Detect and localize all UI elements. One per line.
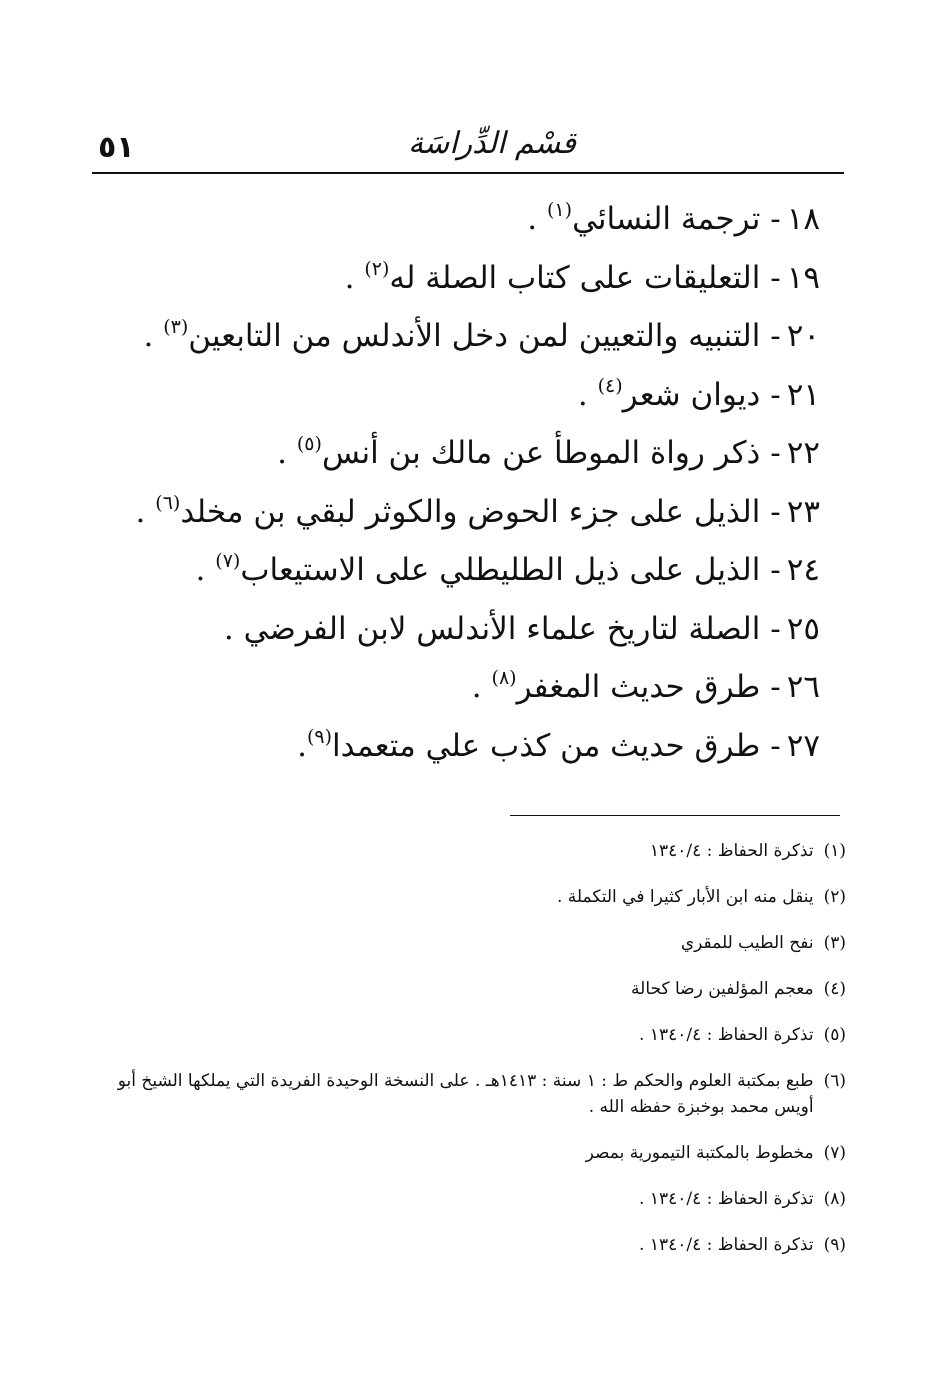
- header-divider: [92, 172, 844, 174]
- item-number: ١٩: [786, 259, 820, 296]
- footnote-ref[interactable]: (٨): [491, 667, 517, 689]
- footnote-ref[interactable]: (٤): [597, 374, 623, 397]
- page-header: [92, 120, 844, 172]
- footnote: [80, 976, 846, 1002]
- list-item: ٢٤- الذيل على ذيل الطليطلي على الاستيعاب$^{(٧)}$ .: [195, 550, 820, 588]
- item-end: .: [143, 318, 164, 354]
- footnote: [80, 884, 846, 910]
- footnote-text: تذكرة الحفاظ : ١٣٤٠/٤ .: [639, 1235, 814, 1255]
- footnote: [80, 1068, 846, 1120]
- item-text: ترجمة النسائي: [572, 201, 761, 237]
- item-text: التعليقات على كتاب الصلة له: [389, 259, 761, 296]
- item-text: ذكر رواة الموطأ عن مالك بن أنس: [321, 435, 761, 471]
- footnote-marker: (٦): [823, 1071, 846, 1091]
- item-number: ٢٣: [786, 493, 820, 530]
- footnote-ref[interactable]: (٢): [364, 257, 390, 280]
- item-number: ٢١: [786, 376, 820, 413]
- list-item: ٢٧- طرق حديث من كذب علي متعمدا$^{(٩)}$.: [297, 725, 820, 764]
- list-item: ٢٦- طرق حديث المغفر$^{(٨)}$ .: [471, 667, 820, 705]
- footnote-ref[interactable]: (٩): [306, 725, 332, 748]
- footnote-divider: [510, 815, 840, 816]
- footnote-text: ينقل منه ابن الأبار كثيرا في التكملة .: [556, 887, 814, 907]
- list-item: ٢٠- التنبيه والتعيين لمن دخل الأندلس من التابعين$^{(٣)}$ .: [143, 316, 820, 354]
- footnotes: [80, 838, 846, 1278]
- footnote-text: طبع بمكتبة العلوم والحكم ط : ١ سنة : ١٤١٣هـ . على النسخة الوحيدة الفريدة التي يملكها الشيخ أبو أويس محمد بوخبزة حفظه الله .: [117, 1071, 814, 1117]
- item-number: ٢٧: [786, 727, 820, 764]
- item-text: طرق حديث من كذب علي متعمدا: [332, 727, 761, 764]
- item-text: الذيل على ذيل الطليطلي على الاستيعاب: [240, 552, 761, 588]
- item-end: .: [577, 376, 598, 413]
- item-text: الذيل على جزء الحوض والكوثر لبقي بن مخلد: [180, 493, 761, 530]
- running-title: قسْم الدِّراسَة: [408, 126, 576, 161]
- works-list: [120, 190, 820, 775]
- item-number: ٢٦: [786, 669, 820, 705]
- item-number: ٢٥: [786, 610, 820, 647]
- item-text: التنبيه والتعيين لمن دخل الأندلس من التابعين: [188, 318, 761, 354]
- item-number: ٢٤: [786, 552, 820, 588]
- item-end: .: [135, 493, 156, 530]
- item-end: .: [297, 727, 307, 764]
- footnote-marker: (٧): [823, 1143, 846, 1163]
- list-item: ١٩- التعليقات على كتاب الصلة له$^{(٢)}$ .: [344, 257, 820, 296]
- item-text: ديوان شعر: [622, 376, 761, 413]
- list-item: ٢٢- ذكر رواة الموطأ عن مالك بن أنس$^{(٥)}$ .: [277, 433, 820, 471]
- list-item: ١٨- ترجمة النسائي$^{(١)}$ .: [527, 199, 820, 237]
- list-item: ٢١- ديوان شعر$^{(٤)}$ .: [577, 374, 820, 413]
- item-end: .: [195, 552, 216, 588]
- footnote: [80, 838, 846, 864]
- list-item: ٢٥- الصلة لتاريخ علماء الأندلس لابن الفرضي .: [223, 610, 820, 647]
- item-number: ٢٠: [786, 318, 820, 354]
- item-end: .: [471, 669, 492, 705]
- footnote-ref[interactable]: (٥): [296, 433, 322, 455]
- item-text: طرق حديث المغفر: [516, 669, 761, 705]
- footnote: [80, 1140, 846, 1166]
- footnote-marker: (١): [823, 841, 846, 861]
- item-text: الصلة لتاريخ علماء الأندلس لابن الفرضي .: [223, 610, 761, 647]
- footnote-ref[interactable]: (٦): [155, 491, 181, 514]
- item-number: ٢٢: [786, 435, 820, 471]
- page-number: ٥١: [98, 130, 135, 165]
- footnote-ref[interactable]: (٣): [163, 316, 189, 338]
- item-end: .: [344, 259, 365, 296]
- footnote-ref[interactable]: (٧): [215, 550, 241, 572]
- item-end: .: [277, 435, 297, 471]
- footnote-marker: (٨): [823, 1189, 846, 1209]
- footnote-text: نفح الطيب للمقري: [680, 933, 814, 953]
- footnote-ref[interactable]: (١): [547, 199, 573, 221]
- footnote-marker: (٣): [823, 933, 846, 953]
- footnote-text: تذكرة الحفاظ : ١٣٤٠/٤: [649, 841, 814, 861]
- item-end: .: [527, 201, 547, 237]
- footnote-text: تذكرة الحفاظ : ١٣٤٠/٤ .: [639, 1189, 814, 1209]
- footnote-text: معجم المؤلفين رضا كحالة: [631, 979, 814, 999]
- item-number: ١٨: [786, 201, 820, 237]
- footnote-marker: (٩): [823, 1235, 846, 1255]
- footnote: [80, 1022, 846, 1048]
- footnote-marker: (٥): [823, 1025, 846, 1045]
- footnote-marker: (٤): [823, 979, 846, 999]
- footnote: [80, 1186, 846, 1212]
- footnote-marker: (٢): [823, 887, 846, 907]
- footnote-text: تذكرة الحفاظ : ١٣٤٠/٤ .: [639, 1025, 814, 1045]
- list-item: ٢٣- الذيل على جزء الحوض والكوثر لبقي بن مخلد$^{(٦)}$ .: [135, 491, 820, 530]
- footnote: [80, 1232, 846, 1258]
- footnote-text: مخطوط بالمكتبة التيمورية بمصر: [585, 1143, 814, 1163]
- footnote: [80, 930, 846, 956]
